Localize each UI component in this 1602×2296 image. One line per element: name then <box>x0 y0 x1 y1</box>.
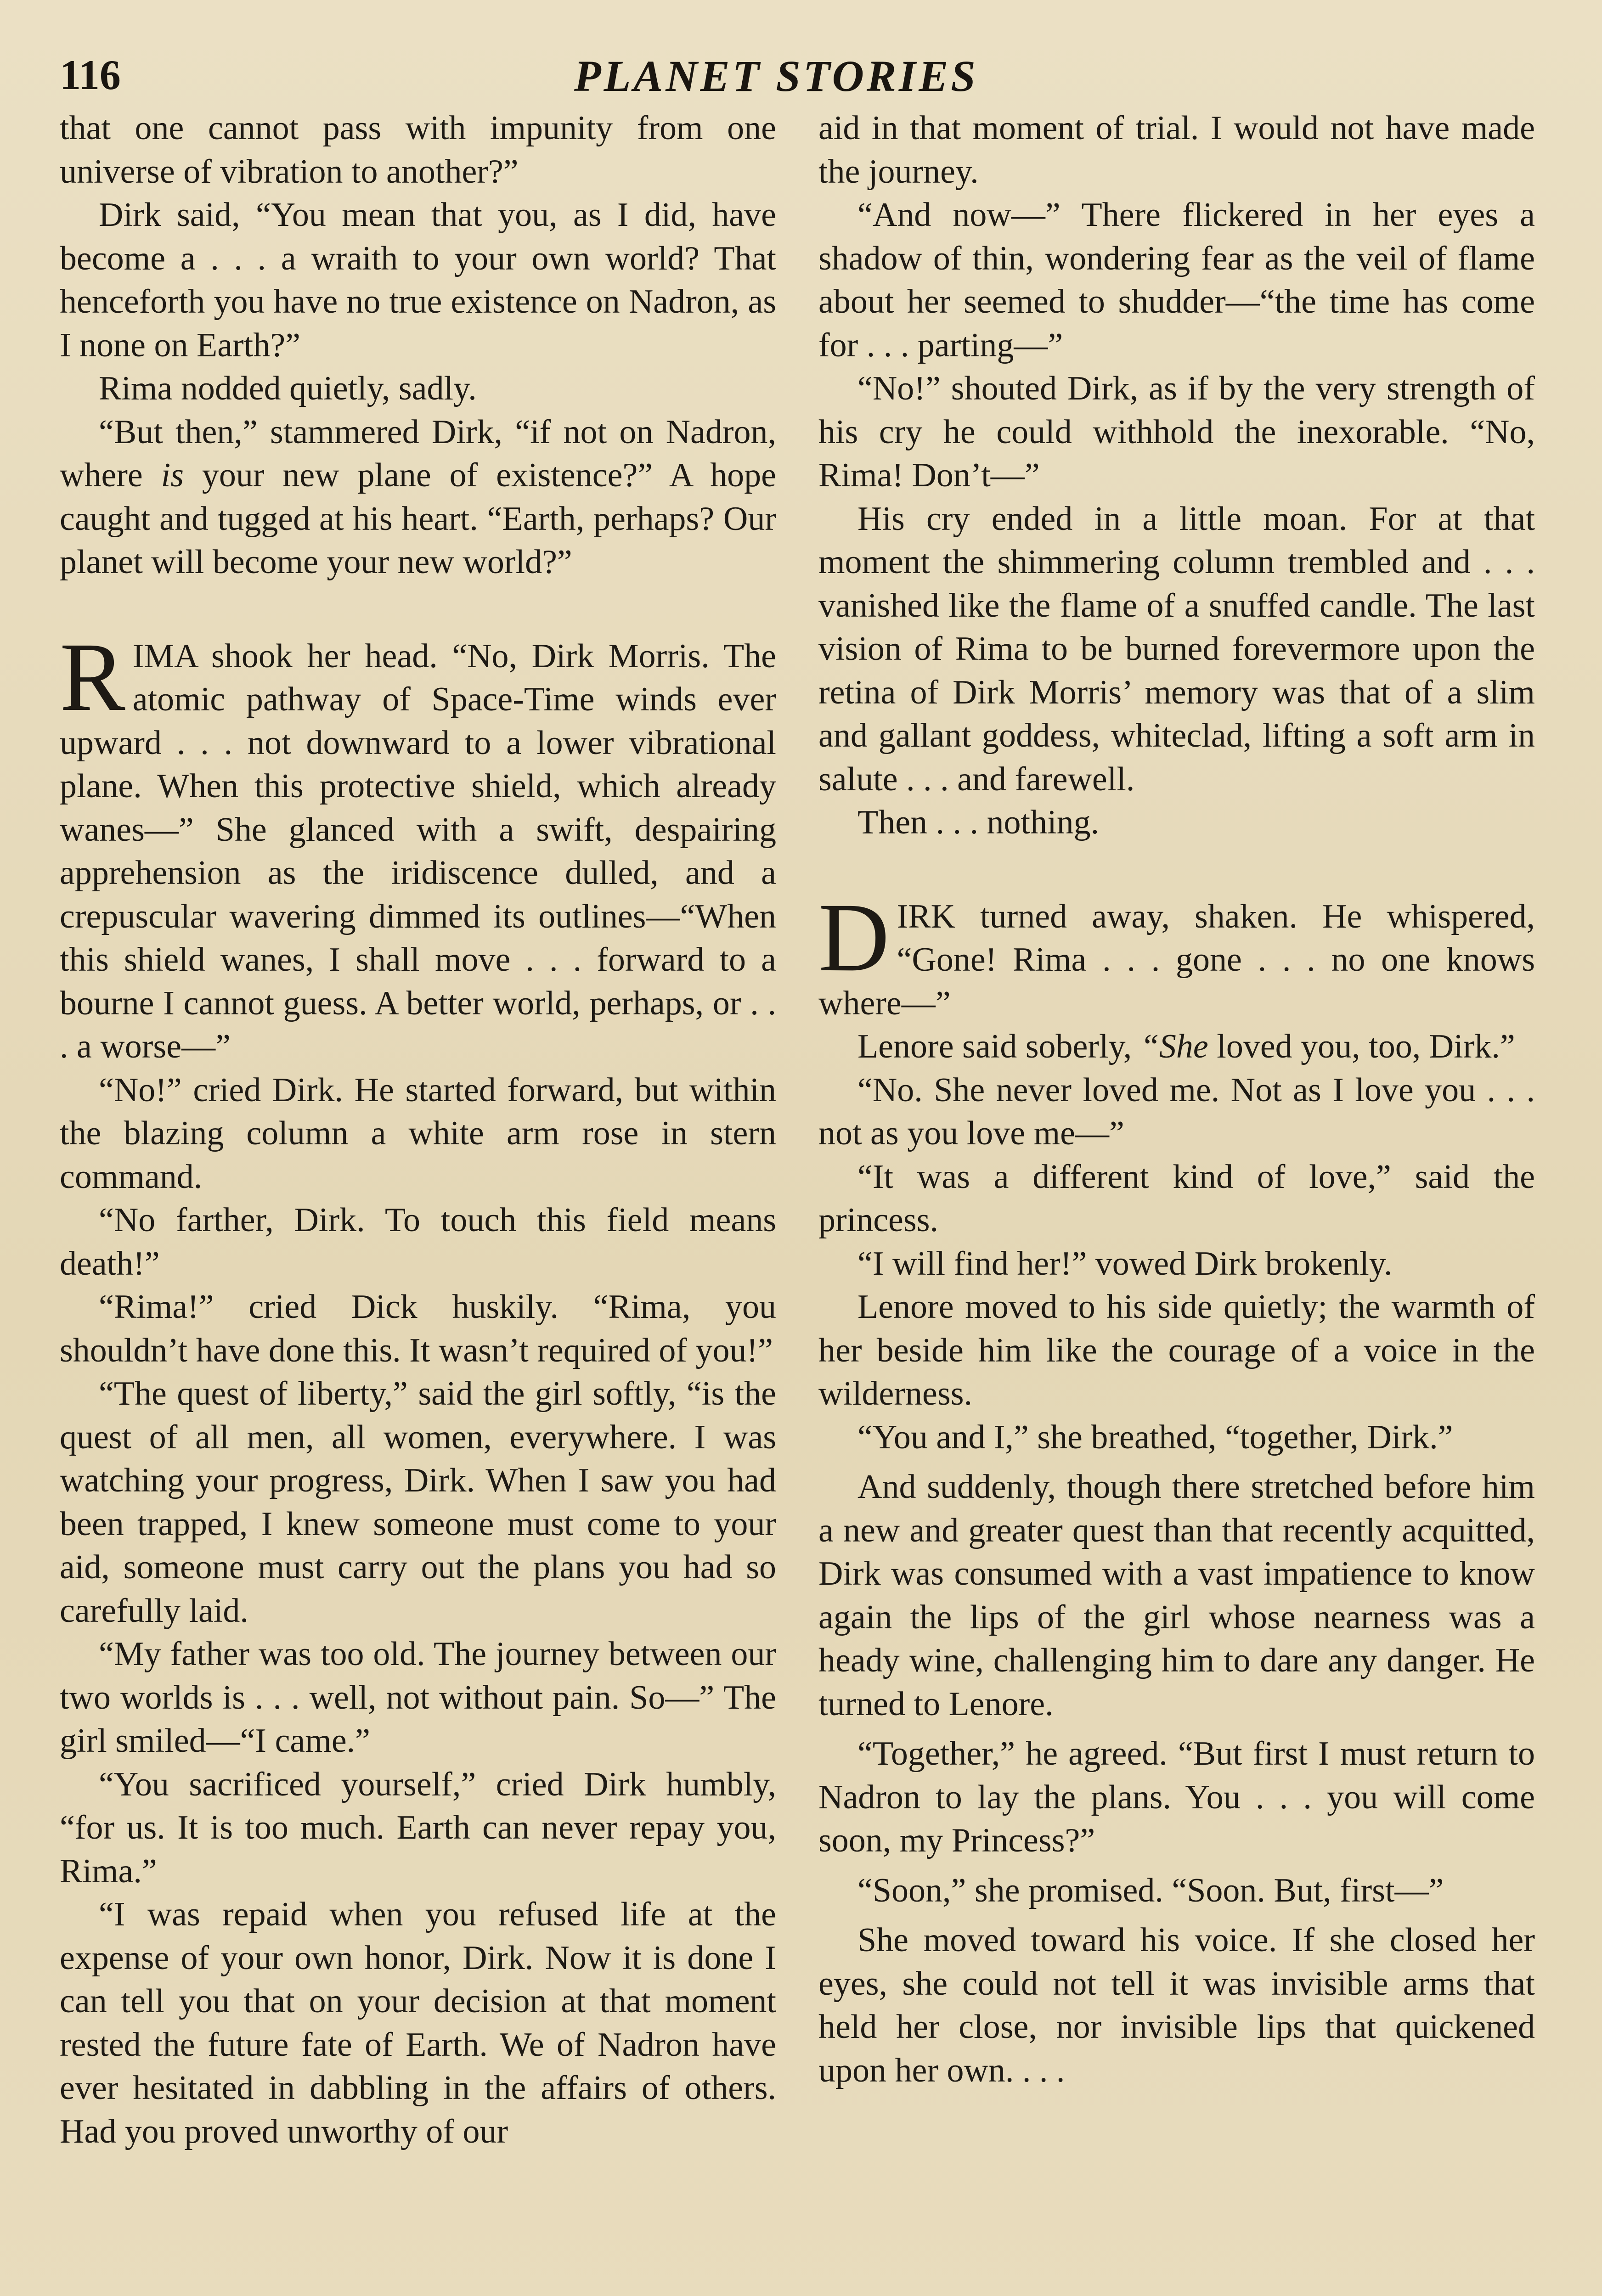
page-number: 116 <box>60 51 121 98</box>
paragraph: aid in that moment of trial. I would not have made the journey. <box>818 109 1535 191</box>
paragraph: “And now—” There flickered in her eyes a shadow of thin, wondering fear as the veil of flame about her seemed to shudder—“the time has come for . . . parting—” <box>818 196 1535 364</box>
magazine-title: PLANET STORIES <box>574 51 978 101</box>
paragraph: Rima nodded quietly, sadly. <box>99 370 477 407</box>
paragraph: Then . . . nothing. <box>857 804 1100 841</box>
paragraph: “No. She never loved me. Not as I love you . . . not as you love me—” <box>818 1071 1535 1152</box>
paragraph: Lenore moved to his side quietly; the warmth of her beside him like the courage of a voice in the wilderness. <box>818 1288 1535 1412</box>
paragraph: “No farther, Dirk. To touch this field means death!” <box>60 1201 776 1283</box>
paragraph: “It was a different kind of love,” said the princess. <box>818 1158 1535 1239</box>
emphasis-text: “She <box>1140 1028 1208 1065</box>
section-opening-paragraph <box>818 883 1535 1025</box>
paragraph <box>818 1025 1535 1069</box>
paragraph: “No!” cried Dirk. He started forward, but within the blazing column a white arm rose in stern command. <box>60 1071 776 1196</box>
paragraph: “My father was too old. The journey between our two worlds is . . . well, not without pain. So—” The girl smiled—“I came.” <box>60 1635 776 1760</box>
paragraph: His cry ended in a little moan. For at that moment the shimmering column trembled and . . . vanished like the flame of a snuffed candle. The last vision of Rima to be burned forevermore upon the retina of Dirk Morris’ memory was that of a slim and gallant goddess, whiteclad, lifting a soft arm in salute . . . and farewell. <box>818 500 1535 798</box>
paragraph: “Rima!” cried Dick huskily. “Rima, you shouldn’t have done this. It wasn’t required of you!” <box>60 1288 776 1369</box>
paragraph: “I was repaid when you refused life at the expense of your own honor, Dirk. Now it is done I can tell you that on your decision at that moment rested the future fate of Earth. We of Nadron have ever hesitated in dabbling in the affairs of others. Had you proved unworthy of our <box>60 1896 776 2150</box>
paragraph <box>60 411 776 584</box>
text-run: your new plane of existence?” A hope caught and tugged at his heart. “Earth, perhaps? Our planet will become your new world?” <box>60 456 776 581</box>
text-run: “But then,” stammered Dirk, “if not on Nadron, where <box>60 413 776 494</box>
paragraph: that one cannot pass with impunity from one universe of vibration to another?” <box>60 109 776 191</box>
paragraph: “No!” shouted Dirk, as if by the very strength of his cry he could withhold the inexorable. “No, Rima! Don’t—” <box>818 370 1535 494</box>
paragraph: Dirk said, “You mean that you, as I did, have become a . . . a wraith to your own world? That henceforth you have no true existence on Nadron, as I none on Earth?” <box>60 196 776 364</box>
right-column <box>818 107 1535 2092</box>
paragraph: “The quest of liberty,” said the girl softly, “is the quest of all men, all women, everywhere. I was watching your progress, Dirk. When I saw you had been trapped, I knew someone must come to your aid, someone must carry out the plans you had so carefully laid. <box>60 1375 776 1630</box>
emphasis-text: is <box>161 456 184 494</box>
section-opening-paragraph <box>60 622 776 1069</box>
text-run: IRK turned away, shaken. He whispered, “Gone! Rima . . . gone . . . no one knows where—” <box>818 897 1535 1022</box>
page-header <box>60 51 1542 106</box>
left-column <box>60 107 776 2153</box>
drop-cap: D <box>818 883 890 992</box>
paragraph: She moved toward his voice. If she closed her eyes, she could not tell it was invisible arms that held her close, nor invisible lips that quickened upon her own. . . . <box>818 1921 1535 2089</box>
drop-cap: R <box>60 622 125 732</box>
paragraph: “I will find her!” vowed Dirk brokenly. <box>857 1244 1393 1283</box>
paragraph: “Together,” he agreed. “But first I must return to Nadron to lay the plans. You . . . you will come soon, my Princess?” <box>818 1735 1535 1859</box>
paragraph: “Soon,” she promised. “Soon. But, first—” <box>857 1871 1444 1909</box>
paragraph: And suddenly, though there stretched before him a new and greater quest than that recently acquitted, Dirk was consumed with a vast impatience to know again the lips of the girl whose nearness was a heady wine, challenging him to dare any danger. He turned to Lenore. <box>818 1468 1535 1723</box>
paragraph: “You sacrificed yourself,” cried Dirk humbly, “for us. It is too much. Earth can never repay you, Rima.” <box>60 1765 776 1890</box>
text-run: IMA shook her head. “No, Dirk Morris. The atomic pathway of Space-Time winds ever upward . . . not downward to a lower vibrational plane. When this protective shield, which already wanes—” She glanced with a swift, despairing apprehension as the iridiscence dulled, and a crepuscular wavering dimmed its outlines—“When this shield wanes, I shall move . . . forward to a bourne I cannot guess. A better world, perhaps, or . . . a worse—” <box>60 637 776 1065</box>
text-run: loved you, too, Dirk.” <box>1208 1028 1515 1065</box>
text-run: Lenore said soberly, <box>857 1028 1140 1065</box>
paragraph: “You and I,” she breathed, “together, Dirk.” <box>857 1418 1453 1456</box>
